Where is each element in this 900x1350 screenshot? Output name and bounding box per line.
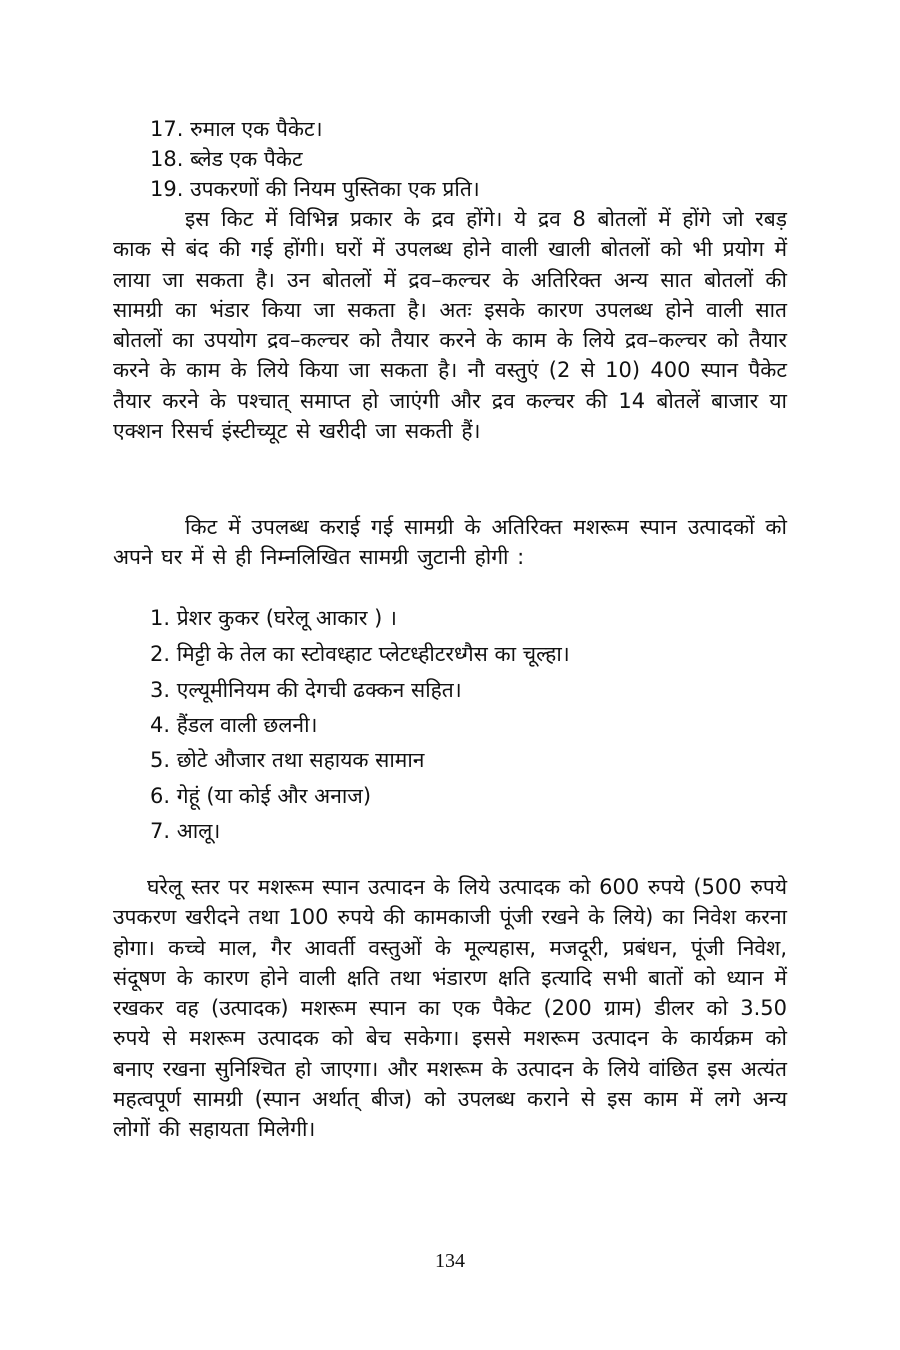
list-item: 17. रुमाल एक पैकेट। [150, 117, 323, 141]
list-item: 6. गेहूं (या कोई और अनाज) [150, 784, 372, 808]
paragraph: किट में उपलब्ध कराई गई सामग्री के अतिरिक्त मशरूम स्पान उत्पादकों को अपने घर में से ही निम्नलिखित सामग्री जुटानी होगी : [113, 515, 787, 570]
paragraph: इस किट में विभिन्न प्रकार के द्रव होंगे। ये द्रव 8 बोतलों में होंगे जो रबड़ काक से बंद की गई होंगी। घरों में उपलब्ध होने वाली खाली बोतलों को भी प्रयोग में लाया जा सकता है। उन बोतलों में द्रव–कल्चर के अतिरिक्त अन्य सात बोतलों की सामग्री का भंडार किया जा सकता है। अतः इसके कारण उपलब्ध होने वाली सात बोतलों का उपयोग द्रव–कल्चर को तैयार करने के काम के लिये द्रव–कल्चर को तैयार करने के काम के लिये किया जा सकता है। नौ वस्तुएं (2 से 10) 400 स्पान पैकेट तैयार करने के पश्चात् समाप्त हो जाएंगी और द्रव कल्चर की 14 बोतलें बाजार या एक्शन रिसर्च इंस्टीच्यूट से खरीदी जा सकती हैं। [113, 207, 787, 444]
list-item: 7. आलू। [150, 819, 221, 843]
list-item: 3. एल्यूमीनियम की देगची ढक्कन सहित। [150, 678, 462, 702]
list-item: 1. प्रेशर कुकर (घरेलू आकार ) । [150, 606, 397, 630]
list-item: 2. मिट्टी के तेल का स्टोवध्हाट प्लेटध्हीटरध्गैस का चूल्हा। [150, 642, 570, 666]
list-item: 4. हैंडल वाली छलनी। [150, 713, 318, 737]
page-number: 134 [435, 1250, 465, 1272]
paragraph: घरेलू स्तर पर मशरूम स्पान उत्पादन के लिये उत्पादक को 600 रुपये (500 रुपये उपकरण खरीदने तथा 100 रुपये की कामकाजी पूंजी रखने के लिये) का निवेश करना होगा। कच्चे माल, गैर आवर्ती वस्तुओं के मूल्यहास, मजदूरी, प्रबंधन, पूंजी निवेश, संदूषण के कारण होने वाली क्षति तथा भंडारण क्षति इत्यादि सभी बातों को ध्यान में रखकर वह (उत्पादक) मशरूम स्पान का एक पैकेट (200 ग्राम) डीलर को 3.50 रुपये से मशरूम उत्पादक को बेच सकेगा। इससे मशरूम उत्पादन के कार्यक्रम को बनाए रखना सुनिश्चित हो जाएगा। और मशरूम के उत्पादन के लिये वांछित इस अत्यंत महत्वपूर्ण सामग्री (स्पान अर्थात् बीज) को उपलब्ध कराने से इस काम में लगे अन्य लोगों की सहायता मिलेगी। [113, 875, 787, 1142]
list-item: 19. उपकरणों की नियम पुस्तिका एक प्रति। [150, 177, 480, 201]
list-item: 5. छोटे औजार तथा सहायक सामान [150, 748, 425, 772]
list-item: 18. ब्लेड एक पैकेट [150, 147, 303, 171]
